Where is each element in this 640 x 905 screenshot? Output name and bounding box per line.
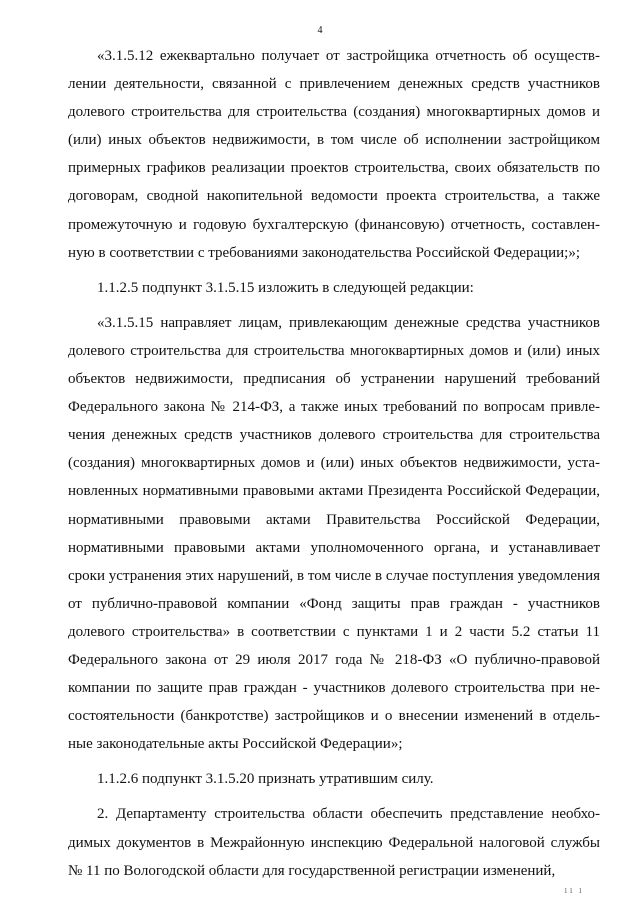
footer-mark: 11 1 [564, 887, 584, 895]
paragraph-1-1-2-5: 1.1.2.5 подпункт 3.1.5.15 изложить в следующей редакции: [97, 279, 474, 296]
paragraph-2-department: 2. Департаменту строительства области обеспечить представление необходимых документов в Межрайонную инспекцию Федеральной налоговой службы № 11 по Вологодской области для государственной регистрации изменений, [68, 806, 600, 879]
paragraph-1-1-2-6: 1.1.2.6 подпункт 3.1.5.20 признать утратившим силу. [97, 771, 434, 788]
paragraph-3-1-5-15: «3.1.5.15 направляет лицам, привлекающим денежные средства участников долевого строительства для строительства многоквартирных домов и (или) иных объектов недвижимости, предписания об устранении нарушений требований Федерального закона № 214-ФЗ, а также иных требований по вопросам привлечения денежных средств участников долевого строительства для строительства (создания) многоквартирных домов и (или) иных объектов недвижимости, установленных нормативными правовыми актами Президента Российской Федерации, нормативными правовыми актами Правительства Российской Федерации, нормативными правовыми актами уполномоченного органа, и устанавливает сроки устранения этих нарушений, в том числе в случае поступления уведомления от публично-правовой компании «Фонд защиты прав граждан - участников долевого строительства» в соответствии с пунктами 1 и 2 части 5.2 статьи 11 Федерального закона от 29 июля 2017 года № 218-ФЗ «О публично-правовой компании по защите прав граждан - участников долевого строительства при несостоятельности (банкротстве) застройщиков и о внесении изменений в отдельные законодательные акты Российской Федерации»; [68, 314, 600, 753]
paragraph-3-1-5-12: «3.1.5.12 ежеквартально получает от застройщика отчетность об осуществлении деятельности, связанной с привлечением денежных средств участников долевого строительства для строительства (создания) многоквартирных домов и (или) иных объектов недвижимости, в том числе об исполнении застройщиком примерных графиков реализации проектов строительства, своих обязательств по договорам, сводной накопительной ведомости проекта строительства, а также промежуточную и годовую бухгалтерскую (финансовую) отчетность, составленную в соответствии с требованиями законодательства Российской Федерации;»; [68, 48, 600, 261]
page-number: 4 [317, 25, 323, 36]
document-body [68, 42, 600, 892]
